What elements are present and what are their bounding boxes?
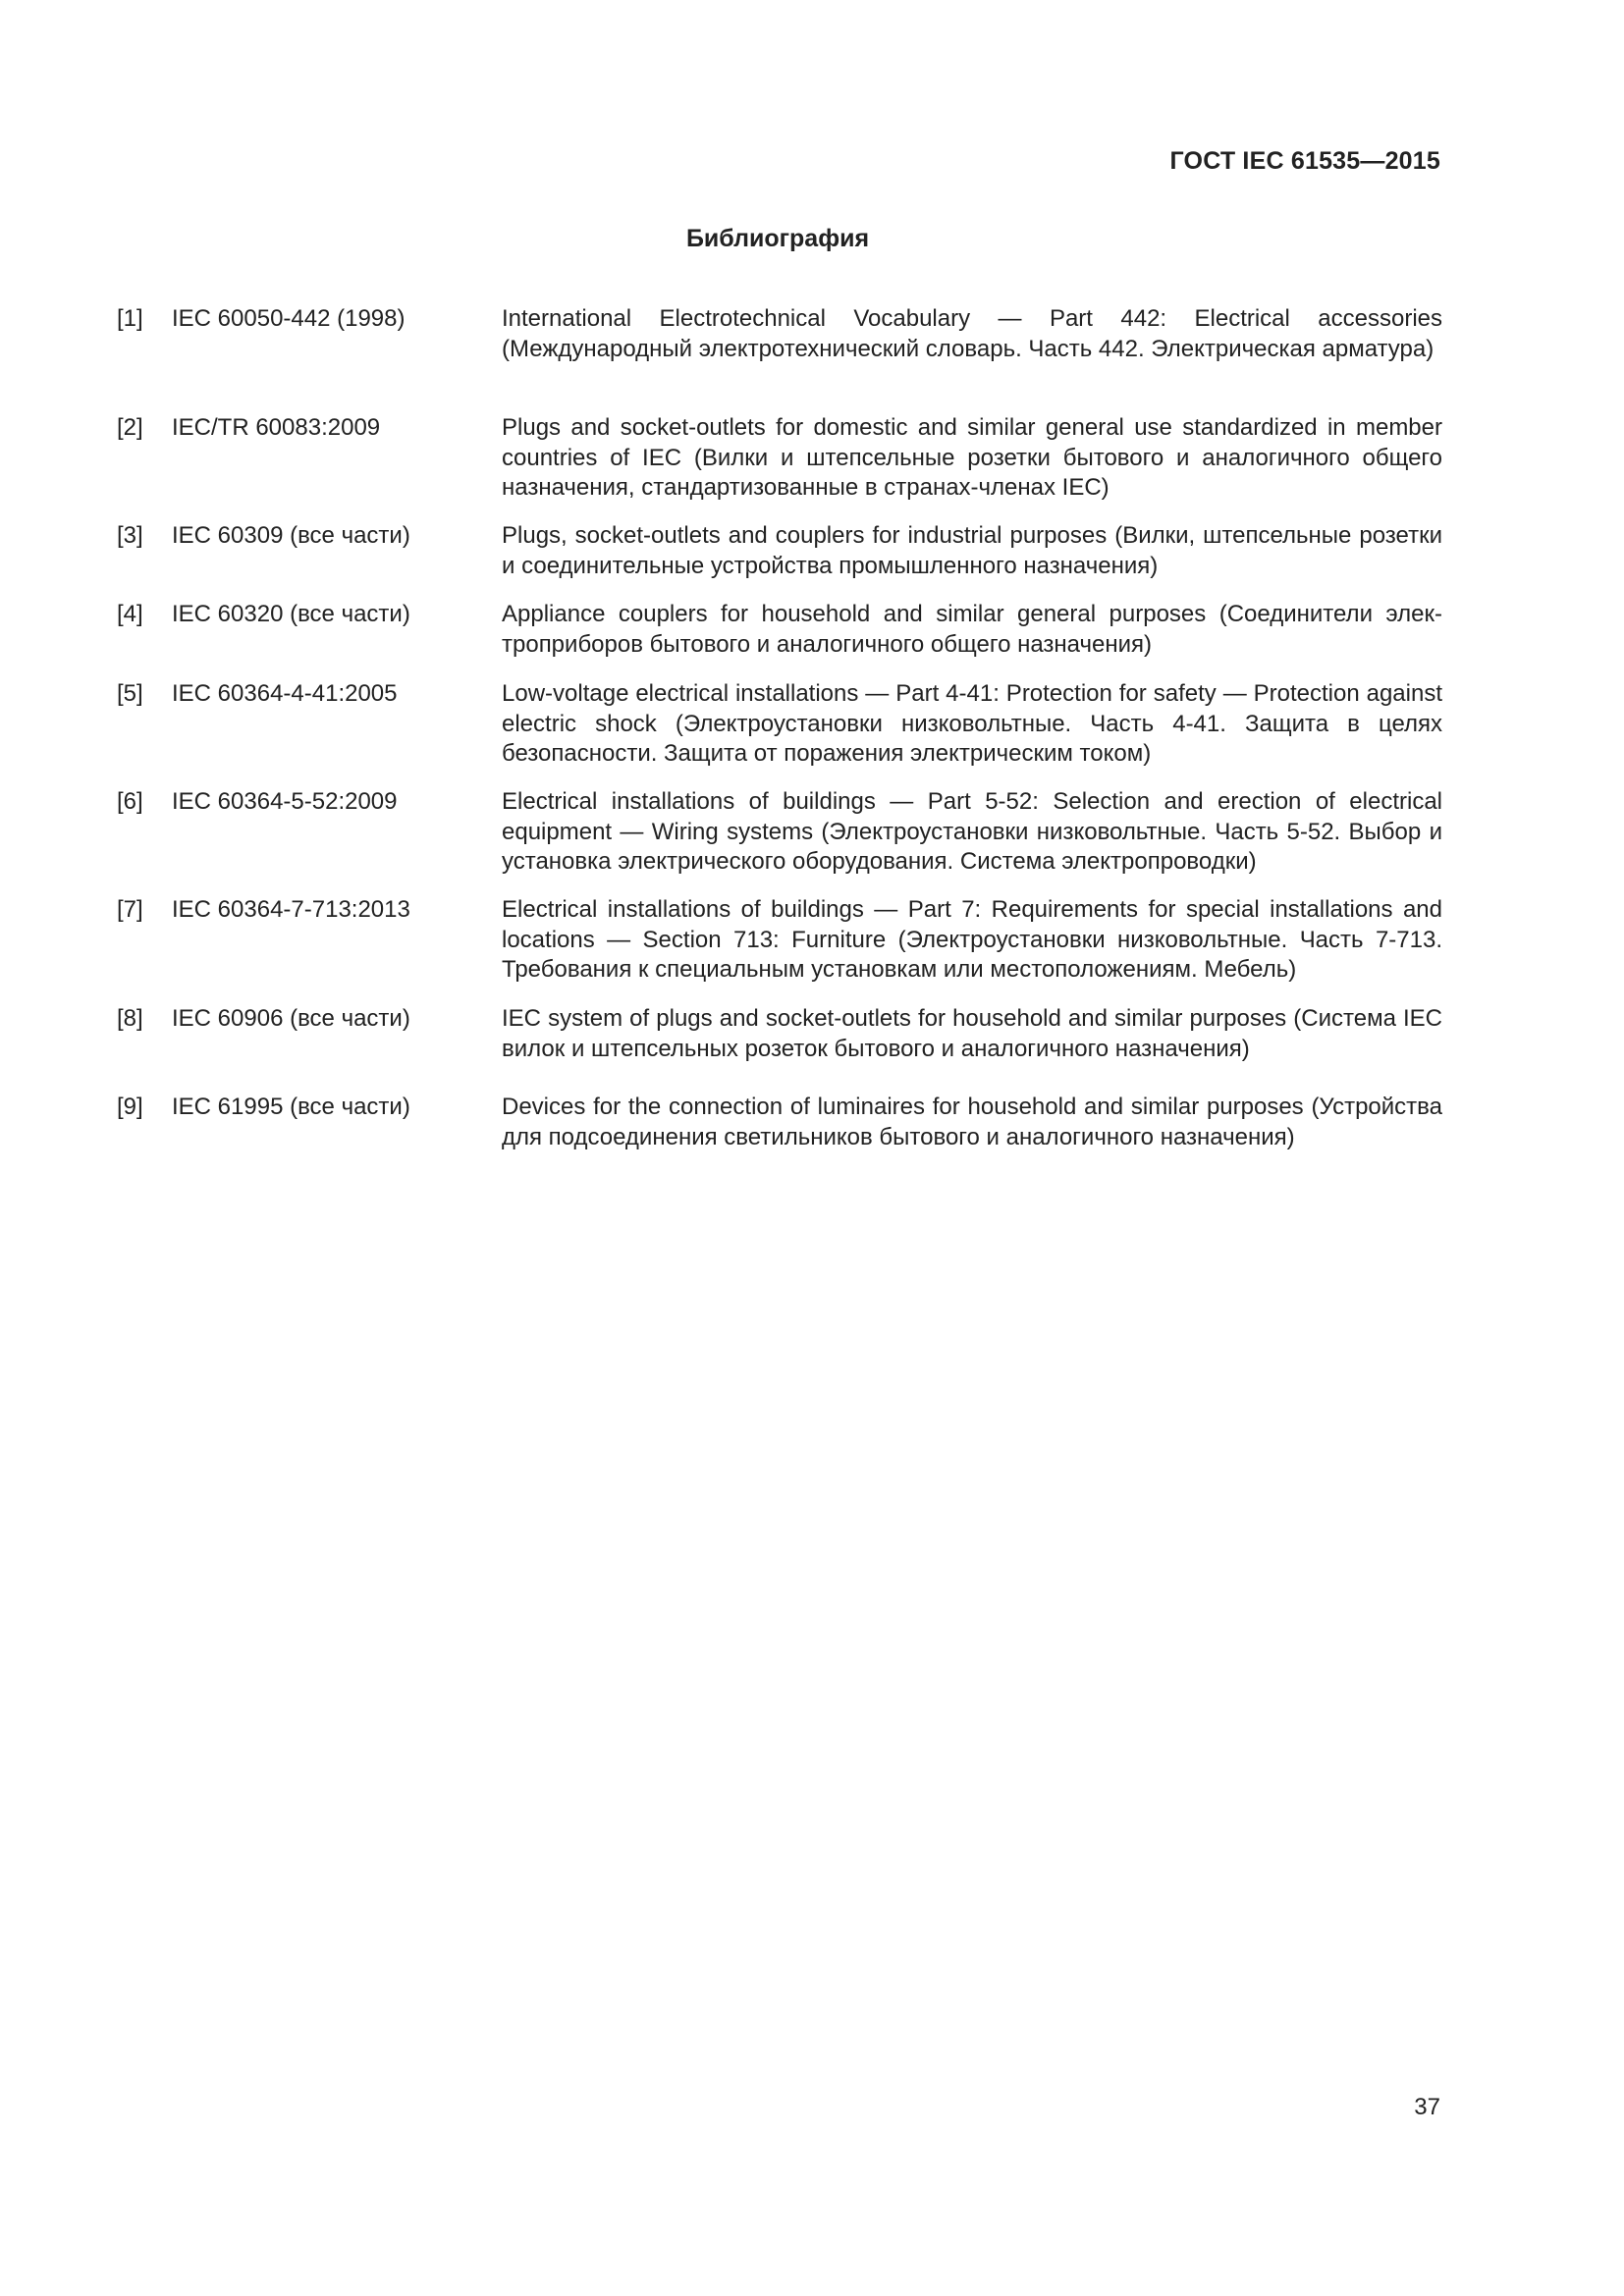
entry-description: International Electrotechnical Vocabulary — Part 442: Electrical accessories (Международный электротехнический словарь. Часть 442. Электрическая арматура)	[502, 305, 1442, 362]
entry-code: IEC 61995 (все части)	[172, 1094, 410, 1120]
entry-code: IEC 60364-7-713:2013	[172, 896, 410, 923]
entry-code: IEC 60050-442 (1998)	[172, 305, 406, 332]
entry-code: IEC 60906 (все части)	[172, 1005, 410, 1032]
entry-number: [2]	[117, 414, 143, 441]
entry-description: Electrical installations of buildings — Part 5-52: Selection and erection of electrical equipment — Wiring systems (Электроустановки низковольтные. Часть 5-52. Выбор и установка электрического оборудования. Система электропроводки)	[502, 788, 1442, 875]
entry-number: [8]	[117, 1005, 143, 1032]
entry-description: Low-voltage electrical installations — Part 4-41: Protection for safety — Protection against electric shock (Электроустановки низковольтные. Часть 4-41. Защита в целях безопасности. Защита от поражения электрическим током)	[502, 680, 1442, 767]
entry-code: IEC 60364-5-52:2009	[172, 788, 398, 815]
entry-code: IEC/TR 60083:2009	[172, 414, 381, 441]
entry-number: [5]	[117, 680, 143, 707]
entry-number: [3]	[117, 522, 143, 549]
entry-code: IEC 60309 (все части)	[172, 522, 410, 549]
entry-description: Plugs and socket-outlets for domestic and similar general use standardized in member countries of IEC (Вилки и штепсельные розетки бытового и аналогичного общего назначения, стандартизованные в странах-членах IEC)	[502, 414, 1442, 501]
page-number: 37	[1414, 2094, 1440, 2120]
entry-number: [7]	[117, 896, 143, 923]
entry-description: Devices for the connection of luminaires for household and similar purposes (Устройства для подсоединения светильников бытового и аналогичного назначения)	[502, 1094, 1442, 1150]
entry-number: [4]	[117, 601, 143, 627]
entry-code: IEC 60364-4-41:2005	[172, 680, 398, 707]
entry-number: [1]	[117, 305, 143, 332]
entry-description: Appliance couplers for household and similar general purposes (Соединители электроприборов бытового и аналогичного общего назначения)	[502, 601, 1442, 658]
entry-description: Electrical installations of buildings — Part 7: Requirements for special installations and locations — Section 713: Furniture (Электроустановки низковольтные. Часть 7-713. Требования к специальным установкам или местоположениям. Мебель)	[502, 896, 1442, 983]
entry-number: [6]	[117, 788, 143, 815]
standard-designation: ГОСТ IEC 61535—2015	[1169, 147, 1440, 175]
entry-description: IEC system of plugs and socket-outlets for household and similar purposes (Система IEC вилок и штепсельных розеток бытового и аналогичного назначения)	[502, 1005, 1442, 1062]
entry-description: Plugs, socket-outlets and couplers for industrial purposes (Вилки, штепсельные розетки и соединительные устройства промышленного назначения)	[502, 522, 1442, 579]
page-title: Библиография	[685, 225, 870, 252]
entry-number: [9]	[117, 1094, 143, 1120]
entry-code: IEC 60320 (все части)	[172, 601, 410, 627]
